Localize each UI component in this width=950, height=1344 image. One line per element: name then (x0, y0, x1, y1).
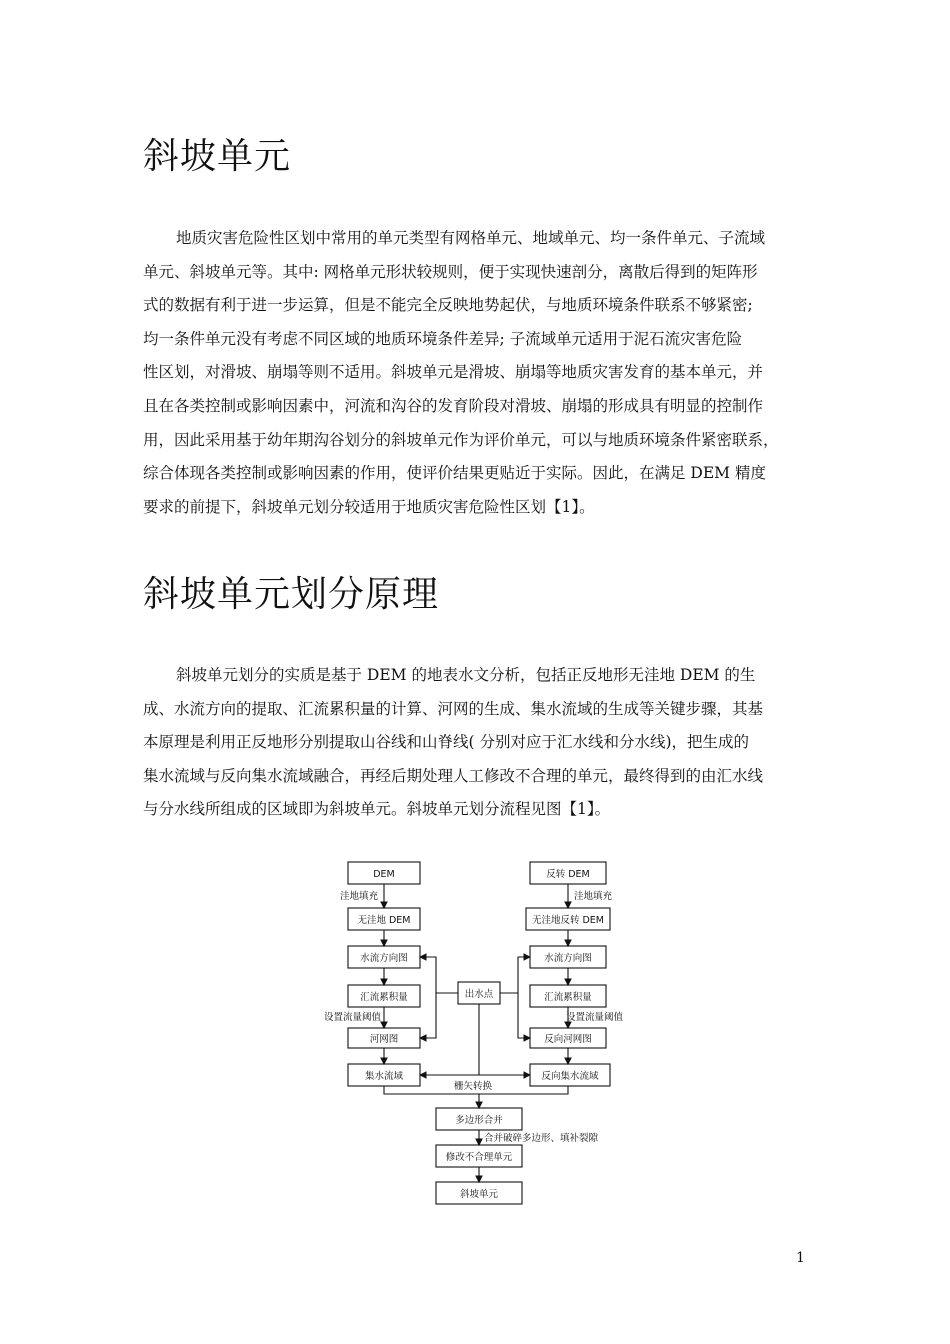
paragraph-slope-unit (143, 222, 807, 524)
label-merge-note: 合并破碎多边形、填补裂隙 (484, 1133, 599, 1144)
paragraph-line: 性区划，对滑坡、崩塌等则不适用。斜坡单元是滑坡、崩塌等地质灾害发育的基本单元，并 (143, 363, 764, 382)
label-inverted-dem: 反转 DEM (546, 869, 590, 880)
flowchart-figure (318, 854, 638, 1210)
label-flow-accumulation: 汇流累积量 (360, 992, 408, 1003)
label-right-threshold: 设置流量阈值 (566, 1012, 624, 1023)
label-inverse-river-network: 反向河网图 (544, 1034, 592, 1045)
label-dem: DEM (373, 869, 395, 880)
paragraph-line: 成、水流方向的提取、汇流累积量的计算、河网的生成、集水流域的生成等关键步骤，其基 (143, 699, 764, 718)
label-right-flow-direction: 水流方向图 (544, 953, 592, 964)
label-nodepression-inverted-dem: 无洼地反转 DEM (531, 915, 605, 926)
label-left-fill: 洼地填充 (340, 891, 379, 902)
paragraph-line: 地质灾害危险性区划中常用的单元类型有网格单元、地域单元、均一条件单元、子流域 (176, 229, 766, 247)
paragraph-line: 综合体现各类控制或影响因素的作用，使评价结果更贴近于实际。因此，在满足 DEM 精度 (143, 464, 766, 483)
paragraph-line: 与分水线所组成的区域即为斜坡单元。斜坡单元划分流程见图【1】。 (143, 800, 611, 819)
paragraph-line: 要求的前提下，斜坡单元划分较适用于地质灾害危险性区划【1】。 (143, 497, 595, 516)
label-right-fill: 洼地填充 (574, 891, 613, 902)
label-watershed: 集水流域 (364, 1071, 404, 1082)
label-flow-direction: 水流方向图 (360, 953, 408, 964)
page-number: 1 (796, 1250, 805, 1266)
label-right-flow-accumulation: 汇流累积量 (544, 992, 592, 1003)
paragraph-line: 单元、斜坡单元等。其中: 网格单元形状较规则，便于实现快速剖分，离散后得到的矩阵形 (143, 262, 758, 281)
section-heading-principle: 斜坡单元划分原理 (143, 574, 440, 615)
label-polygon-merge: 多边形合并 (455, 1115, 503, 1126)
flowchart-svg (318, 854, 638, 1210)
label-raster-vector: 栅矢转换 (454, 1081, 493, 1092)
paragraph-line: 斜坡单元划分的实质是基于 DEM 的地表水文分析，包括正反地形无洼地 DEM 的生 (176, 666, 756, 684)
label-slope-unit: 斜坡单元 (459, 1189, 499, 1200)
label-outlet: 出水点 (464, 989, 494, 1000)
paragraph-line: 集水流域与反向集水流域融合，再经后期处理人工修改不合理的单元，最终得到的由汇水线 (143, 766, 764, 785)
paragraph-line: 用，因此采用基于幼年期沟谷划分的斜坡单元作为评价单元，可以与地质环境条件紧密联系， (143, 430, 779, 449)
paragraph-line: 均一条件单元没有考虑不同区域的地质环境条件差异; 子流域单元适用于泥石流灾害危险 (143, 329, 743, 348)
paragraph-line: 本原理是利用正反地形分别提取山谷线和山脊线( 分别对应于汇水线和分水线)，把生成的 (143, 733, 750, 752)
label-nodepression-dem: 无洼地 DEM (357, 915, 411, 926)
paragraph-line: 式的数据有利于进一步运算，但是不能完全反映地势起伏，与地质环境条件联系不够紧密; (143, 296, 753, 315)
section-heading-slope-unit: 斜坡单元 (143, 136, 292, 177)
paragraph-line: 且在各类控制或影响因素中，河流和沟谷的发育阶段对滑坡、崩塌的形成具有明显的控制作 (143, 396, 764, 415)
label-left-threshold: 设置流量阈值 (324, 1012, 382, 1023)
label-river-network: 河网图 (369, 1034, 399, 1045)
paragraph-principle (143, 659, 807, 827)
label-modify-units: 修改不合理单元 (445, 1152, 513, 1163)
label-inverse-watershed: 反向集水流域 (541, 1071, 599, 1082)
